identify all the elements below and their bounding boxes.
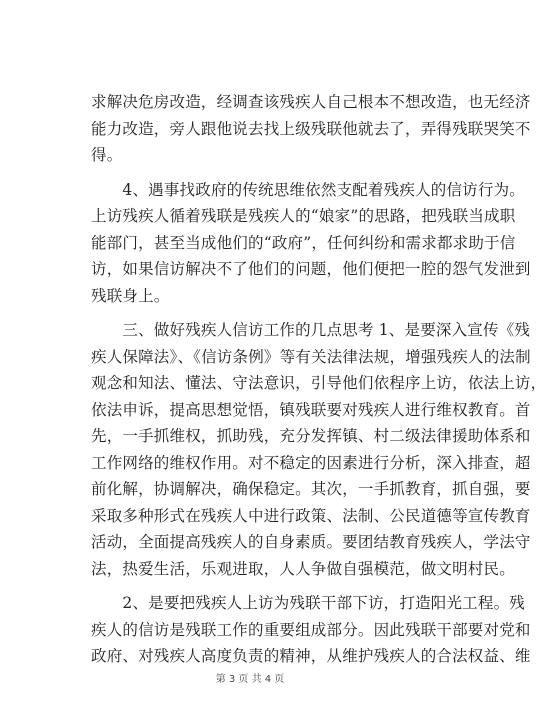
text-line: 疾人的信访是残联工作的重要组成部分。因此残联干部要对党和: [91, 620, 531, 639]
text-line: 依法申诉，提高思想觉悟，镇残联要对残疾人进行维权教育。首: [91, 400, 531, 419]
text-line: 政府、对残疾人高度负责的精神，从维护残疾人的合法权益、维: [91, 647, 531, 665]
text-line: 观念和知法、懂法、守法意识，引导他们依程序上访，依法上访，: [91, 374, 546, 392]
text-line: 访，如果信访解决不了他们的问题，他们便把一腔的怨气发泄到: [91, 260, 531, 278]
text-line: 法，热爱生活，乐观进取，人人争做自强模范，做文明村民。: [91, 559, 515, 578]
paragraph-1: [91, 89, 531, 169]
body-text: [91, 89, 546, 678]
text-line: 工作网络的维权作用。对不稳定的因素进行分析，深入排查，超: [91, 453, 531, 472]
page-footer: 第 3 页 共 4 页: [215, 674, 285, 685]
text-line: 活动，全面提高残疾人的自身素质。要团结教育残疾人，学法守: [91, 533, 531, 551]
paragraph-3: [91, 317, 546, 582]
paragraph-4: [91, 590, 531, 670]
text-line: 上访残疾人循着残联是残疾人的“娘家”的思路，把残联当成职: [91, 207, 516, 225]
text-line: 残联身上。: [91, 286, 170, 305]
text-line: 三、做好残疾人信访工作的几点思考 1、是要深入宣传《残: [91, 321, 531, 339]
text-line: 能部门，甚至当成他们的“政府”，任何纠纷和需求都求助于信: [91, 233, 516, 252]
text-line: 疾人保障法》、《信访条例》等有关法律法规，增强残疾人的法制: [91, 347, 531, 366]
text-line: 求解决危房改造，经调查该残疾人自己根本不想改造，也无经济: [91, 93, 531, 111]
text-line: 能力改造，旁人跟他说去找上级残联他就去了，弄得残联哭笑不: [91, 119, 531, 138]
text-line: 前化解，协调解决，确保稳定。其次，一手抓教育，抓自强，要: [91, 480, 531, 498]
paragraph-2: [91, 177, 531, 310]
text-line: 4、遇事找政府的传统思维依然支配着残疾人的信访行为。: [91, 180, 525, 199]
text-line: 得。: [91, 146, 123, 164]
text-line: 2、是要把残疾人上访为残联干部下访，打造阳光工程。残: [91, 594, 525, 612]
text-line: 采取多种形式在残疾人中进行政策、法制、公民道德等宣传教育: [91, 506, 531, 525]
text-line: 先，一手抓维权，抓助残，充分发挥镇、村二级法律援助体系和: [91, 427, 531, 445]
